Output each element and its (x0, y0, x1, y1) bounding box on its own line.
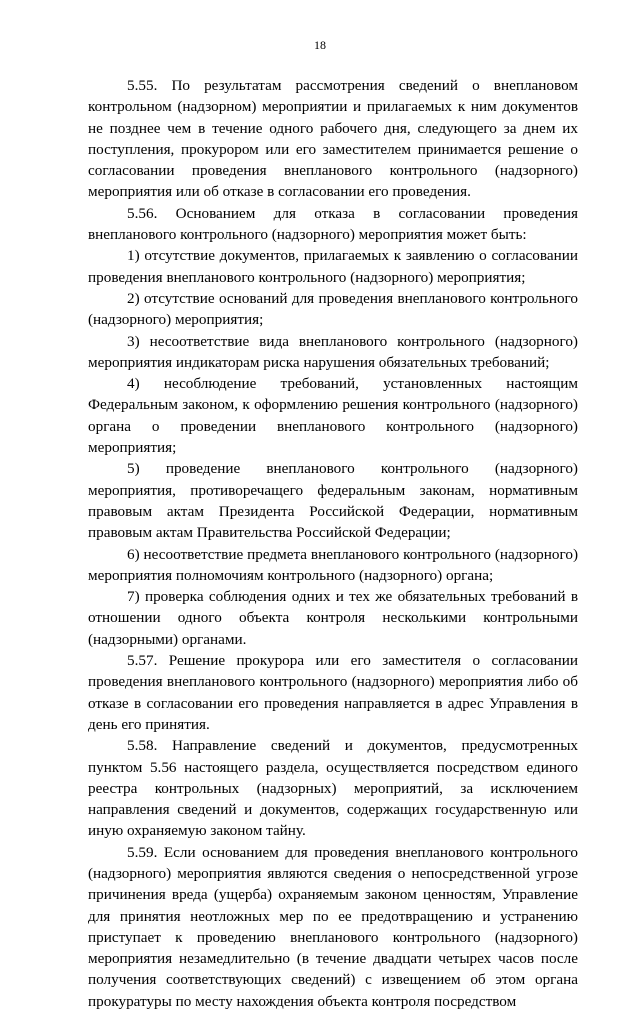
page-number: 18 (314, 38, 326, 52)
list-item-5: 5) проведение внепланового контрольного (надзорного) мероприятия, противоречащего федеральным законам, нормативным правовым актам Президента Российской Федерации, нормативным правовым актам Правительства Российской Федерации; (88, 460, 578, 542)
list-item-1: 1) отсутствие документов, прилагаемых к заявлению о согласовании проведения внепланового контрольного (надзорного) мероприятия; (88, 247, 578, 286)
paragraph-5-55: 5.55. По результатам рассмотрения сведений о внеплановом контрольном (надзорном) мероприятии и прилагаемых к ним документов не позднее чем в течение одного рабочего дня, следующего за днем их поступления, прокурором или его заместителем принимается решение о согласовании проведения внепланового контрольного (надзорного) мероприятия или об отказе в согласовании его проведения. (88, 77, 578, 201)
list-item-2: 2) отсутствие оснований для проведения внепланового контрольного (надзорного) мероприятия; (88, 289, 578, 329)
list-item-7: 7) проверка соблюдения одних и тех же обязательных требований в отношении одного объекта контроля несколькими контрольными (надзорными) органами. (88, 588, 578, 648)
document-body (88, 75, 578, 1012)
list-item-6: 6) несоответствие предмета внепланового контрольного (надзорного) мероприятия полномочиям контрольного (надзорного) органа; (88, 545, 578, 584)
paragraph-5-58: 5.58. Направление сведений и документов, предусмотренных пунктом 5.56 настоящего раздела, осуществляется посредством единого реестра контрольных (надзорных) мероприятий, за исключением направления сведений и документов, содержащих государственную или иную охраняемую законом тайну. (88, 737, 578, 840)
paragraph-5-57: 5.57. Решение прокурора или его заместителя о согласовании проведения внепланового контрольного (надзорного) мероприятия либо об отказе в согласовании его проведения направляется в адрес Управления в день его принятия. (88, 652, 578, 733)
list-item-3: 3) несоответствие вида внепланового контрольного (надзорного) мероприятия индикаторам риска нарушения обязательных требований; (88, 332, 578, 371)
paragraph-5-59: 5.59. Если основанием для проведения внепланового контрольного (надзорного) мероприятия являются сведения о непосредственной угрозе причинения вреда (ущерба) охраняемым законом ценностям, Управление для принятия неотложных мер по ее предотвращению и устранению приступает к проведению внепланового контрольного (надзорного) мероприятия незамедлительно (в течение двадцати четырех часов после получения соответствующих сведений) с извещением об этом органа прокуратуры по месту нахождения объекта контроля посредством (88, 843, 578, 1010)
list-item-4: 4) несоблюдение требований, установленных настоящим Федеральным законом, к оформлению решения контрольного (надзорного) органа о проведении внепланового контрольного (надзорного) мероприятия; (88, 375, 578, 457)
paragraph-5-56: 5.56. Основанием для отказа в согласовании проведения внепланового контрольного (надзорного) мероприятия может быть: (88, 204, 578, 244)
